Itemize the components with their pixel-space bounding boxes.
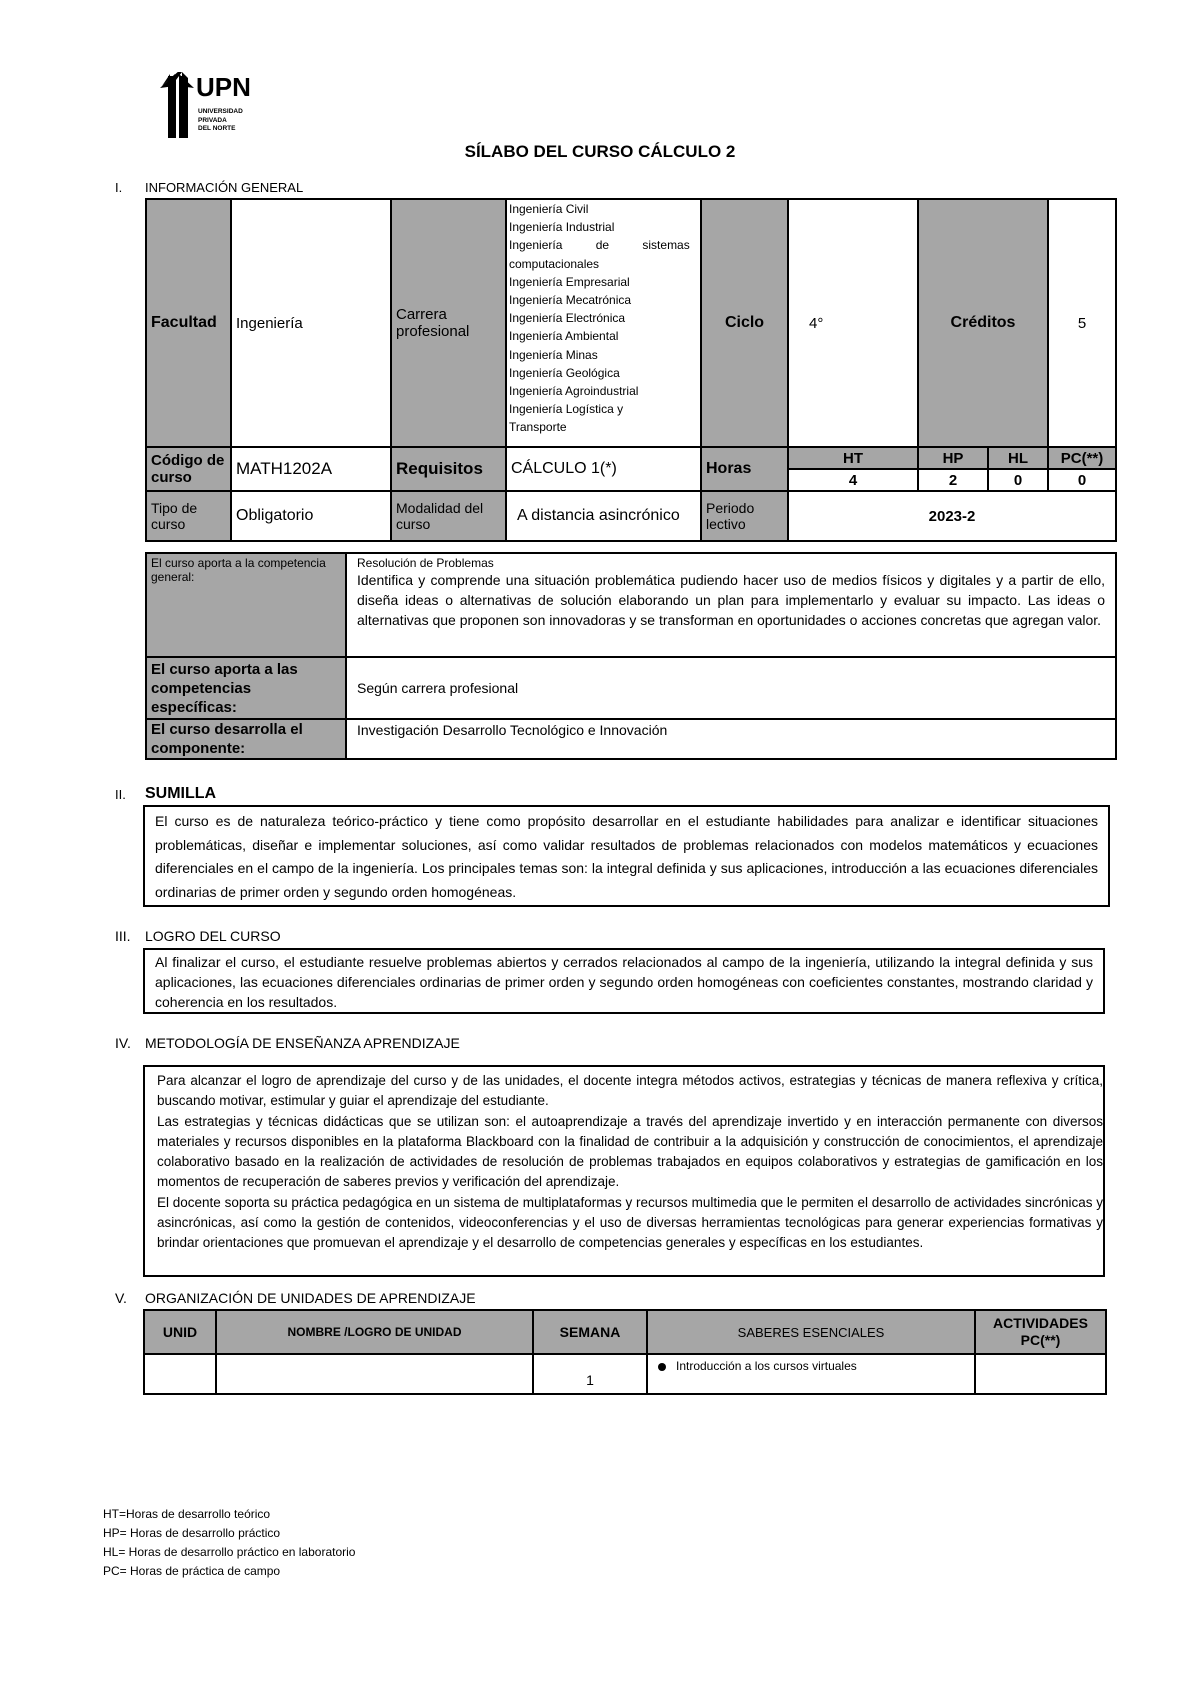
logo-subtitle: [198, 108, 243, 134]
section-number: IV.: [115, 1035, 131, 1051]
competencias-especificas-label: El curso aporta a las competencias específicas:: [146, 657, 346, 719]
tipo-label: Tipo de curso: [146, 491, 231, 541]
upn-logo-mark-icon: [160, 72, 194, 140]
pc-value: 0: [1048, 469, 1116, 491]
requisitos-value: CÁLCULO 1(*): [506, 447, 701, 491]
section-number: V.: [115, 1290, 127, 1306]
unidad-cell: [144, 1354, 216, 1394]
footnote: HT=Horas de desarrollo teórico: [103, 1507, 271, 1521]
periodo-value: 2023-2: [788, 491, 1116, 541]
logo-subtitle-line: DEL NORTE: [198, 125, 236, 132]
general-info-table: [145, 198, 1117, 542]
ciclo-label: Ciclo: [701, 199, 788, 447]
document-title: SÍLABO DEL CURSO CÁLCULO 2: [464, 142, 736, 161]
componente-label: El curso desarrolla el componente:: [146, 719, 346, 759]
section-label: LOGRO DEL CURSO: [145, 928, 281, 944]
periodo-label: Periodo lectivo: [701, 491, 788, 541]
carrera-item: Ingeniería Civil: [509, 202, 589, 216]
carrera-item: computacionales: [509, 256, 600, 271]
bullet-icon: [658, 1363, 666, 1371]
table-row: [144, 1354, 1106, 1394]
section-number: I.: [115, 180, 123, 195]
logo-subtitle-line: PRIVADA: [198, 116, 227, 124]
horas-label: Horas: [701, 447, 788, 491]
carrera-item: Ingeniería de sistemas: [509, 238, 690, 253]
carrera-item: Ingeniería Mecatrónica: [509, 293, 632, 308]
carrera-item: Ingeniería Industrial: [509, 220, 615, 235]
section-label: INFORMACIÓN GENERAL: [145, 180, 304, 195]
hl-label: HL: [988, 447, 1048, 469]
section-label: ORGANIZACIÓN DE UNIDADES DE APRENDIZAJE: [145, 1290, 476, 1306]
facultad-value: Ingeniería: [231, 199, 391, 447]
upn-logo: [160, 72, 270, 142]
codigo-label: Código de curso: [146, 447, 231, 491]
creditos-label: Créditos: [918, 199, 1048, 447]
facultad-label: Facultad: [146, 199, 231, 447]
carrera-item: Ingeniería Ambiental: [509, 329, 619, 344]
footnotes: [103, 1505, 603, 1581]
competencias-table: [145, 552, 1117, 760]
ht-value: 4: [788, 469, 918, 491]
carrera-item: Ingeniería Logística y: [509, 402, 624, 417]
competencia-general-title: Resolución de Problemas: [357, 556, 494, 570]
carrera-item: Ingeniería Electrónica: [509, 311, 626, 326]
carrera-item: Ingeniería Empresarial: [509, 274, 630, 289]
componente-value: Investigación Desarrollo Tecnológico e Innovación: [346, 719, 1116, 759]
carreras-list: [506, 199, 701, 447]
sumilla-box: El curso es de naturaleza teórico-práctico y tiene como propósito desarrollar en el estudiante habilidades para analizar e identificar situaciones problemáticas, diseñar e implementar soluciones, así como validar resultados de problemas relacionados con modelos matemáticos y ecuaciones diferenciales en el campo de la ingeniería. Los principales temas son: la integral definida y sus aplicaciones, introducción a las ecuaciones diferenciales ordinarias de primer orden y segundo orden homogéneas.: [143, 805, 1110, 907]
unidades-header-saberes: SABERES ESENCIALES: [647, 1310, 975, 1354]
hp-value: 2: [918, 469, 988, 491]
saber-cell: [647, 1354, 975, 1394]
tipo-value: Obligatorio: [231, 491, 391, 541]
section-label: SUMILLA: [145, 785, 217, 802]
unidades-header-semana: SEMANA: [533, 1310, 647, 1354]
unidades-header-nombre: NOMBRE /LOGRO DE UNIDAD: [216, 1310, 533, 1354]
saber-item: Introducción a los cursos virtuales: [676, 1359, 857, 1373]
modalidad-label: Modalidad del curso: [391, 491, 506, 541]
section-label: METODOLOGÍA DE ENSEÑANZA APRENDIZAJE: [145, 1035, 460, 1051]
unidades-header-unid: UNID: [144, 1310, 216, 1354]
carrera-item: Ingeniería Agroindustrial: [509, 384, 639, 399]
section-heading-general: [115, 180, 715, 198]
actividades-cell: [975, 1354, 1106, 1394]
nombre-cell: [216, 1354, 533, 1394]
competencia-general-label: El curso aporta a la competencia general:: [146, 553, 346, 657]
carrera-item: Transporte: [509, 420, 567, 435]
carrera-item: Ingeniería Geológica: [509, 365, 620, 380]
metodologia-box: [143, 1065, 1105, 1277]
metodologia-paragraph: Las estrategias y técnicas didácticas que se utilizan son: el autoaprendizaje a través del aprendizaje invertido y en interacción permanente con diversos materiales y recursos disponibles en la plataforma Blackboard con la finalidad de contribuir a la adquisición y construcción de conocimientos, el aprendizaje colaborativo basado en la realización de actividades de resolución de problemas trabajados en equipos colaborativos y estrategias de gamificación en los momentos de recuperación de saberes previos y verificación del aprendizaje.: [157, 1113, 1103, 1190]
carrera-label: Carrera profesional: [391, 199, 506, 447]
codigo-value: MATH1202A: [231, 447, 391, 491]
ciclo-value: 4°: [788, 199, 918, 447]
hl-value: 0: [988, 469, 1048, 491]
carrera-item: Ingeniería Minas: [509, 347, 598, 362]
metodologia-paragraph: El docente soporta su práctica pedagógica en un sistema de multiplataformas y recursos multimedia que le permiten el desarrollo de actividades sincrónicas y asincrónicas, así como la gestión de contenidos, videoconferencias y el uso de diversas herramientas tecnológicas para generar experiencias formativas y brindar orientaciones que promuevan el aprendizaje y el desarrollo de competencias generales y específicas en los estudiantes.: [157, 1194, 1103, 1251]
footnote: HP= Horas de desarrollo práctico: [103, 1526, 281, 1540]
footnote: PC= Horas de práctica de campo: [103, 1564, 281, 1578]
ht-label: HT: [788, 447, 918, 469]
unidades-table: [143, 1309, 1107, 1395]
section-number: II.: [115, 787, 126, 802]
competencias-especificas-value: Según carrera profesional: [346, 657, 1116, 719]
footnote: HL= Horas de desarrollo práctico en laboratorio: [103, 1545, 356, 1559]
competencia-general-cell: [346, 553, 1116, 657]
modalidad-value: A distancia asincrónico: [506, 491, 701, 541]
competencia-general-text: Identifica y comprende una situación problemática pudiendo hacer uso de medios físicos y digitales y a partir de ello, diseña ideas o alternativas de solución elaborando un plan para implementarlo y evaluar su impacto. Las ideas o alternativas que proponen son innovadoras y se transforman en oportunidades o acciones concretas que agregan valor.: [357, 572, 1105, 628]
creditos-value: 5: [1048, 199, 1116, 447]
section-heading-sumilla: [115, 785, 715, 803]
metodologia-paragraph: Para alcanzar el logro de aprendizaje del curso y de las unidades, el docente integra métodos activos, estrategias y técnicas de manera reflexiva y crítica, buscando motivar, estimular y guiar el aprendizaje del estudiante.: [157, 1073, 1103, 1109]
section-heading-logro: [115, 928, 715, 946]
logro-box: Al finalizar el curso, el estudiante resuelve problemas abiertos y cerrados relacionados al campo de la ingeniería, utilizando la integral definida y sus aplicaciones, las ecuaciones diferenciales ordinarias de primer orden y segundo orden homogéneas con coeficientes constantes, mostrando claridad y coherencia en los resultados.: [143, 948, 1105, 1014]
unidades-header-actividades: ACTIVIDADES PC(**): [975, 1310, 1106, 1354]
hp-label: HP: [918, 447, 988, 469]
section-number: III.: [115, 928, 131, 944]
section-heading-metodologia: [115, 1035, 915, 1053]
semana-cell: 1: [533, 1354, 647, 1394]
logo-subtitle-line: UNIVERSIDAD: [198, 108, 243, 115]
requisitos-label: Requisitos: [391, 447, 506, 491]
section-heading-unidades: [115, 1290, 915, 1308]
logo-title: UPN: [196, 72, 251, 102]
pc-label: PC(**): [1048, 447, 1116, 469]
